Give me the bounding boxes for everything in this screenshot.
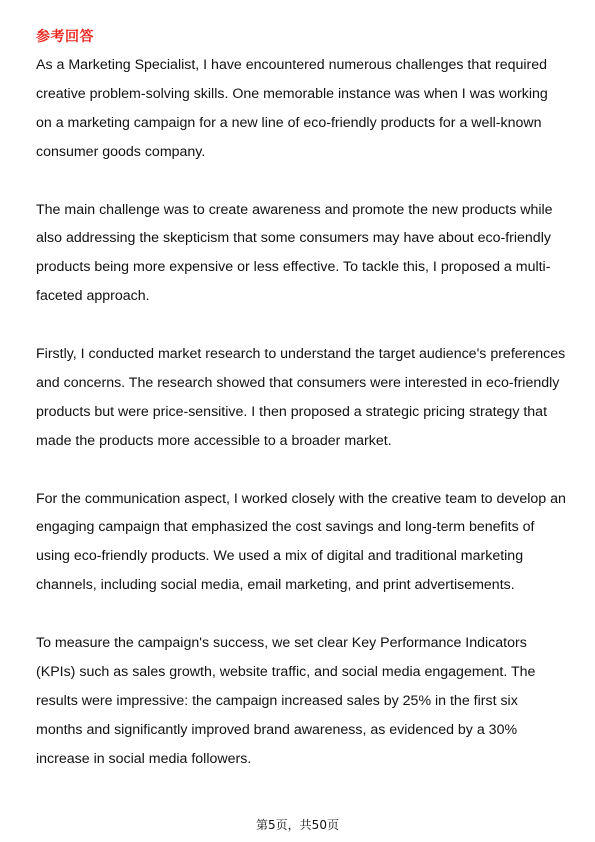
answer-body	[36, 51, 566, 774]
section-heading: 参考回答	[36, 29, 94, 45]
paragraph-2: The main challenge was to create awareness and promote the new products while also addressing the skepticism that some consumers may have about eco-friendly products being more expensive or less effective. To tackle this, I proposed a multi-faceted approach.	[36, 201, 553, 305]
paragraph-5: To measure the campaign's success, we set clear Key Performance Indicators (KPIs) such as sales growth, website traffic, and social media engagement. The results were impressive: the campaign increased sales by 25% in the first six months and significantly improved brand awareness, as evidenced by a 30% increase in social media followers.	[36, 635, 536, 767]
paragraph-3: Firstly, I conducted market research to understand the target audience's preferences and concerns. The research showed that consumers were interested in eco-friendly products but were price-sensitive. I then proposed a strategic pricing strategy that made the products more accessible to a broader market.	[36, 346, 566, 449]
page-number-footer: 第5页，共50页	[256, 818, 339, 832]
paragraph-1: As a Marketing Specialist, I have encountered numerous challenges that required creative problem-solving skills. One memorable instance was when I was working on a marketing campaign for a new line of eco-friendly products for a well-known consumer goods company.	[36, 57, 548, 160]
paragraph-4: For the communication aspect, I worked closely with the creative team to develop an engaging campaign that emphasized the cost savings and long-term benefits of using eco-friendly products. We used a mix of digital and traditional marketing channels, including social media, email marketing, and print advertisements.	[36, 490, 566, 594]
